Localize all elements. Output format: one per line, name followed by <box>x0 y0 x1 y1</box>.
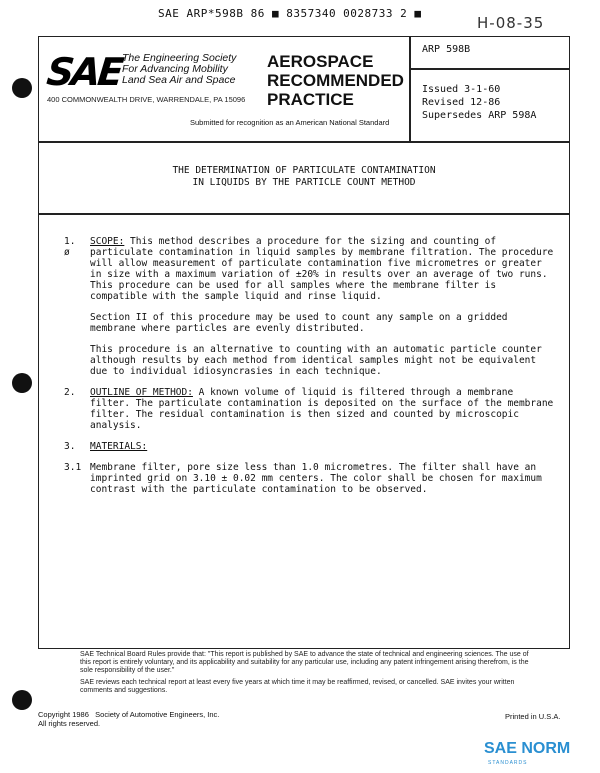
section-heading: OUTLINE OF METHOD: <box>90 387 193 398</box>
arp-number: ARP 598B <box>422 44 471 55</box>
header-divider <box>38 141 570 143</box>
copyright-label: Copyright <box>38 710 71 719</box>
society-tagline <box>122 53 236 86</box>
submitted-note: Submitted for recognition as an American National Standard <box>190 118 390 127</box>
binder-hole-icon <box>12 373 32 393</box>
section-number: 1. <box>64 236 76 247</box>
section-text: A known volume of liquid is filtered through a membrane filter. The particulate contamination is deposited on the surface of the membrane filter. The residual contamination is then sized and counted by microscopic analysis. <box>90 387 554 431</box>
sae-logo: SAE <box>44 50 124 94</box>
title-line: THE DETERMINATION OF PARTICULATE CONTAMINATION <box>172 165 436 176</box>
header-column-divider <box>409 36 411 142</box>
section-text: Membrane filter, pore size less than 1.0 micrometres. The filter shall have an imprinted grid on 3.10 ± 0.02 mm centers. The color shall be chosen for maximum contrast with the particulate contamination to be observed. <box>90 462 542 495</box>
change-mark: ø <box>64 247 70 258</box>
handwritten-reference: H-08-35 <box>477 14 545 32</box>
review-note: SAE reviews each technical report at least every five years at which time it may be reaffirmed, revised, or cancelled. SAE invites your written comments and suggestions. <box>80 679 515 694</box>
section-membrane-filter <box>64 462 554 495</box>
scope-paragraph-3: This procedure is an alternative to counting with an automatic particle counter although results by each method from identical samples might not be equivalent due to individual idiosyncrasies in each technique. <box>90 344 542 377</box>
doc-type-line: AEROSPACE <box>267 52 374 71</box>
section-number: 3. <box>64 441 76 452</box>
address: 400 COMMONWEALTH DRIVE, WARRENDALE, PA 15096 <box>47 95 246 104</box>
document-title <box>40 165 568 189</box>
section-number: 2. <box>64 387 76 398</box>
copyright-holder: Society of Automotive Engineers, Inc. <box>95 710 220 719</box>
society-line: Land Sea Air and Space <box>122 74 236 86</box>
society-line: The Engineering Society <box>122 52 237 64</box>
section-scope <box>64 236 554 302</box>
title-line: IN LIQUIDS BY THE PARTICLE COUNT METHOD <box>192 177 416 188</box>
document-type <box>267 52 404 109</box>
section-heading: SCOPE: <box>90 236 125 247</box>
watermark-subtitle: STANDARDS <box>488 760 528 766</box>
board-rules: SAE Technical Board Rules provide that: "This report is published by SAE to advance the state of technical and engineering sciences. The use of this report is entirely voluntary, and its applicability and suitability for any particular use, including any patent infringement arising therefrom, is the sole responsibility of the user." <box>80 651 529 674</box>
scan-header-line: SAE ARP*598B 86 ■ 8357340 0028733 2 ■ <box>158 7 422 20</box>
arp-divider <box>409 68 570 70</box>
binder-hole-icon <box>12 690 32 710</box>
section-heading: MATERIALS: <box>90 441 148 452</box>
section-materials <box>64 441 554 452</box>
revised-date: Revised 12-86 <box>422 97 501 108</box>
printed-in: Printed in U.S.A. <box>505 712 561 721</box>
doc-type-line: RECOMMENDED <box>267 71 404 90</box>
section-outline <box>64 387 554 431</box>
binder-hole-icon <box>12 78 32 98</box>
footer-notes <box>80 651 540 699</box>
title-divider <box>38 213 570 215</box>
copyright <box>38 710 219 728</box>
copyright-year: 1986 <box>72 710 89 719</box>
sae-norm-watermark: SAE NORM <box>484 740 571 757</box>
issue-info <box>422 83 536 122</box>
doc-type-line: PRACTICE <box>267 90 354 109</box>
society-line: For Advancing Mobility <box>122 63 228 75</box>
document-body <box>64 236 554 505</box>
scope-paragraph-2: Section II of this procedure may be used to count any sample on a gridded membrane where particles are evenly distributed. <box>90 312 508 334</box>
section-number: 3.1 <box>64 462 82 473</box>
issued-date: Issued 3-1-60 <box>422 84 501 95</box>
supersedes: Supersedes ARP 598A <box>422 110 537 121</box>
section-text: This method describes a procedure for the sizing and counting of particulate contamination in liquid samples by membrane filtration. The procedure will allow measurement of particulate contamination five micrometres or greater in size with a maximum variation of ±20% in results over an average of two runs. This procedure can be used for all samples where the membrane filter is compatible with the sample liquid and rinse liquid. <box>90 236 554 302</box>
rights-reserved: All rights reserved. <box>38 719 101 728</box>
